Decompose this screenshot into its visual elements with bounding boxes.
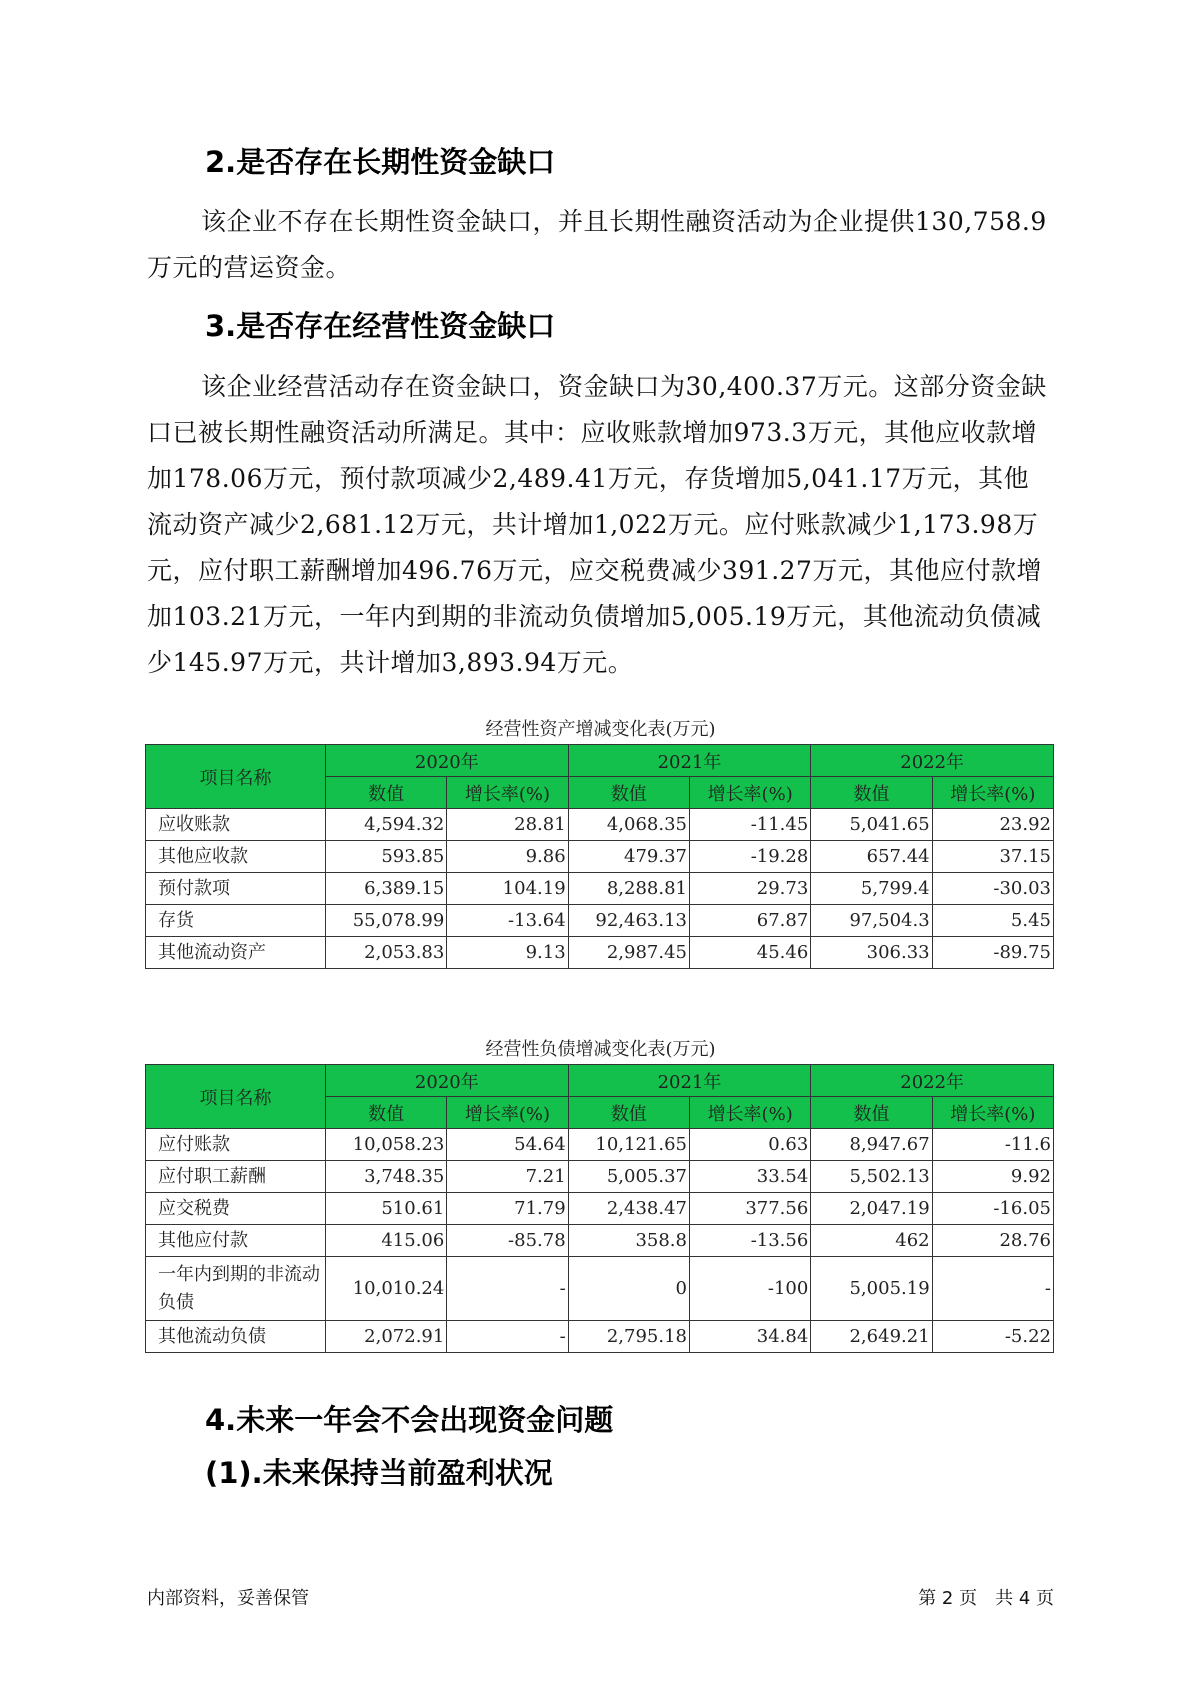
- row-name: 其他流动资产: [146, 937, 326, 969]
- cell-value: 10,010.24: [326, 1257, 447, 1321]
- header-growth: 增长率(%): [689, 777, 810, 809]
- row-name: 其他应付款: [146, 1225, 326, 1257]
- cell-value: 462: [811, 1225, 932, 1257]
- cell-growth: 45.46: [689, 937, 810, 969]
- liability-table-caption: 经营性负债增减变化表(万元): [485, 1039, 716, 1060]
- cell-growth: -11.6: [932, 1129, 1053, 1161]
- header-value: 数值: [568, 1097, 689, 1129]
- row-name: 一年内到期的非流动负债: [146, 1257, 326, 1321]
- header-year-2022: 2022年: [811, 745, 1054, 777]
- table-row: [146, 1321, 1054, 1353]
- cell-growth: 34.84: [689, 1321, 810, 1353]
- cell-value: 5,799.4: [811, 873, 932, 905]
- header-year-2022: 2022年: [811, 1065, 1054, 1097]
- cell-growth: 28.76: [932, 1225, 1053, 1257]
- header-value: 数值: [811, 1097, 932, 1129]
- cell-value: 2,072.91: [326, 1321, 447, 1353]
- cell-value: 5,502.13: [811, 1161, 932, 1193]
- header-item-name: 项目名称: [146, 745, 326, 809]
- cell-value: 510.61: [326, 1193, 447, 1225]
- cell-value: 2,795.18: [568, 1321, 689, 1353]
- table-row: [146, 905, 1054, 937]
- row-name: 其他应收款: [146, 841, 326, 873]
- header-value: 数值: [811, 777, 932, 809]
- cell-value: 2,053.83: [326, 937, 447, 969]
- cell-value: 6,389.15: [326, 873, 447, 905]
- table-row: [146, 1193, 1054, 1225]
- cell-growth: 71.79: [447, 1193, 568, 1225]
- cell-growth: 7.21: [447, 1161, 568, 1193]
- cell-value: 5,005.37: [568, 1161, 689, 1193]
- cell-growth: 377.56: [689, 1193, 810, 1225]
- cell-growth: -16.05: [932, 1193, 1053, 1225]
- table-row: [146, 1161, 1054, 1193]
- cell-value: 479.37: [568, 841, 689, 873]
- header-growth: 增长率(%): [447, 1097, 568, 1129]
- cell-value: 4,594.32: [326, 809, 447, 841]
- asset-change-table: [145, 744, 1054, 969]
- footer-confidential-note: 内部资料，妥善保管: [147, 1588, 309, 1609]
- header-value: 数值: [568, 777, 689, 809]
- header-year-2020: 2020年: [326, 1065, 569, 1097]
- row-name: 应收账款: [146, 809, 326, 841]
- cell-value: 0: [568, 1257, 689, 1321]
- cell-growth: -13.64: [447, 905, 568, 937]
- row-name: 其他流动负债: [146, 1321, 326, 1353]
- cell-growth: 9.86: [447, 841, 568, 873]
- cell-value: 358.8: [568, 1225, 689, 1257]
- header-item-name: 项目名称: [146, 1065, 326, 1129]
- cell-growth: -: [447, 1257, 568, 1321]
- cell-growth: 28.81: [447, 809, 568, 841]
- cell-growth: 67.87: [689, 905, 810, 937]
- cell-value: 5,041.65: [811, 809, 932, 841]
- cell-growth: 9.13: [447, 937, 568, 969]
- section-heading-future-funding: 4.未来一年会不会出现资金问题: [205, 1403, 614, 1437]
- cell-growth: -: [447, 1321, 568, 1353]
- cell-value: 8,947.67: [811, 1129, 932, 1161]
- cell-value: 92,463.13: [568, 905, 689, 937]
- cell-growth: -13.56: [689, 1225, 810, 1257]
- row-name: 应付账款: [146, 1129, 326, 1161]
- cell-growth: -100: [689, 1257, 810, 1321]
- cell-value: 415.06: [326, 1225, 447, 1257]
- header-value: 数值: [326, 1097, 447, 1129]
- cell-value: 2,047.19: [811, 1193, 932, 1225]
- cell-value: 2,987.45: [568, 937, 689, 969]
- header-value: 数值: [326, 777, 447, 809]
- cell-growth: 33.54: [689, 1161, 810, 1193]
- cell-value: 3,748.35: [326, 1161, 447, 1193]
- row-name: 应交税费: [146, 1193, 326, 1225]
- table-row: [146, 1257, 1054, 1321]
- cell-value: 2,438.47: [568, 1193, 689, 1225]
- cell-growth: -89.75: [932, 937, 1053, 969]
- header-growth: 增长率(%): [932, 1097, 1053, 1129]
- table-row: [146, 841, 1054, 873]
- footer-page-number: 第 2 页 共 4 页: [918, 1588, 1054, 1609]
- cell-value: 8,288.81: [568, 873, 689, 905]
- cell-growth: -19.28: [689, 841, 810, 873]
- cell-value: 10,058.23: [326, 1129, 447, 1161]
- section-heading-long-term-gap: 2.是否存在长期性资金缺口: [205, 145, 556, 179]
- table-row: [146, 1129, 1054, 1161]
- cell-value: 306.33: [811, 937, 932, 969]
- cell-value: 97,504.3: [811, 905, 932, 937]
- row-name: 预付款项: [146, 873, 326, 905]
- header-year-2020: 2020年: [326, 745, 569, 777]
- cell-growth: 104.19: [447, 873, 568, 905]
- table-row: [146, 937, 1054, 969]
- header-growth: 增长率(%): [932, 777, 1053, 809]
- cell-growth: 0.63: [689, 1129, 810, 1161]
- header-growth: 增长率(%): [447, 777, 568, 809]
- cell-value: 5,005.19: [811, 1257, 932, 1321]
- table-row: [146, 1225, 1054, 1257]
- header-year-2021: 2021年: [568, 1065, 811, 1097]
- cell-value: 2,649.21: [811, 1321, 932, 1353]
- cell-growth: 29.73: [689, 873, 810, 905]
- header-year-2021: 2021年: [568, 745, 811, 777]
- cell-value: 657.44: [811, 841, 932, 873]
- cell-value: 593.85: [326, 841, 447, 873]
- cell-growth: -85.78: [447, 1225, 568, 1257]
- paragraph-operating-gap: 该企业经营活动存在资金缺口，资金缺口为30,400.37万元。这部分资金缺口已被长期性融资活动所满足。其中：应收账款增加973.3万元，其他应收款增加178.06万元，预付款项减少2,489.41万元，存货增加5,041.17万元，其他流动资产减少2,681.12万元，共计增加1,022万元。应付账款减少1,173.98万元，应付职工薪酬增加496.76万元，应交税费减少391.27万元，其他应付款增加103.21万元，一年内到期的非流动负债增加5,005.19万元，其他流动负债减少145.97万元，共计增加3,893.94万元。: [147, 372, 1047, 677]
- subsection-heading-current-profit: (1).未来保持当前盈利状况: [205, 1456, 553, 1490]
- cell-growth: -30.03: [932, 873, 1053, 905]
- cell-growth: 23.92: [932, 809, 1053, 841]
- section-heading-operating-gap: 3.是否存在经营性资金缺口: [205, 309, 556, 343]
- row-name: 存货: [146, 905, 326, 937]
- cell-growth: -11.45: [689, 809, 810, 841]
- row-name: 应付职工薪酬: [146, 1161, 326, 1193]
- cell-growth: 9.92: [932, 1161, 1053, 1193]
- paragraph-long-term-gap: 该企业不存在长期性资金缺口，并且长期性融资活动为企业提供130,758.9万元的营运资金。: [147, 207, 1047, 282]
- asset-table-caption: 经营性资产增减变化表(万元): [485, 719, 716, 740]
- cell-value: 55,078.99: [326, 905, 447, 937]
- cell-value: 4,068.35: [568, 809, 689, 841]
- cell-growth: 5.45: [932, 905, 1053, 937]
- cell-growth: 54.64: [447, 1129, 568, 1161]
- cell-value: 10,121.65: [568, 1129, 689, 1161]
- table-row: [146, 809, 1054, 841]
- cell-growth: -5.22: [932, 1321, 1053, 1353]
- header-growth: 增长率(%): [689, 1097, 810, 1129]
- cell-growth: 37.15: [932, 841, 1053, 873]
- liability-change-table: [145, 1064, 1054, 1353]
- cell-growth: -: [932, 1257, 1053, 1321]
- table-row: [146, 873, 1054, 905]
